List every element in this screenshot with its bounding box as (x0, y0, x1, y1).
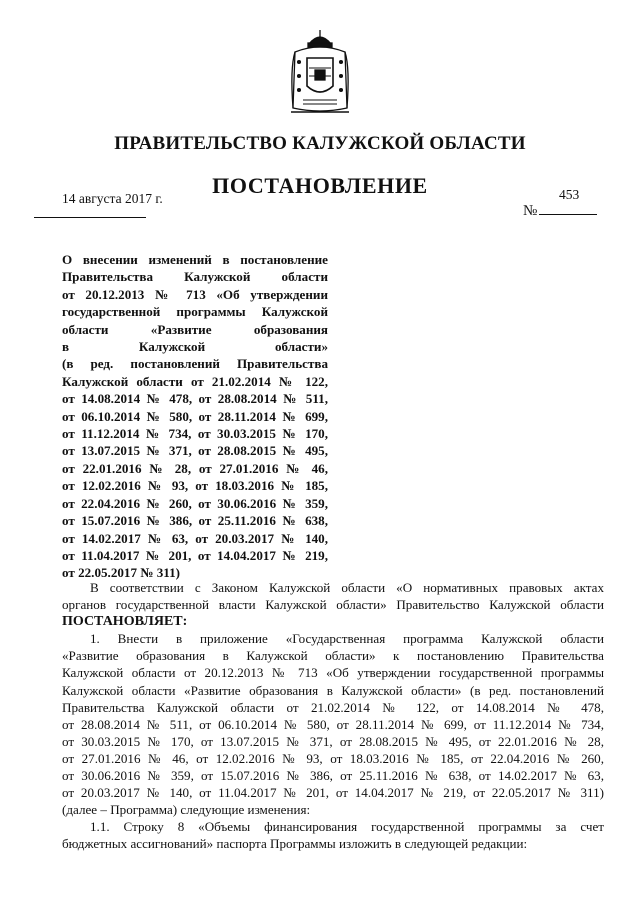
subject-line: Правительства Калужской области (62, 269, 328, 285)
item-1-line: от 30.03.2015 № 170, от 13.07.2015 № 371, от 28.08.2015 № 495, от 22.01.2016 № 28, (62, 733, 604, 749)
subject-line: (в ред. постановлений Правительства (62, 356, 328, 372)
item-1-line: Калужской области «Развитие образования в Калужской области» (в ред. постановлений (62, 682, 604, 698)
subject-line: от 22.04.2016 № 260, от 30.06.2016 № 359, (62, 495, 328, 511)
preamble-line: органов государственной власти Калужской области» Правительство Калужской области (62, 597, 604, 613)
document-body (62, 579, 604, 853)
item-1-line: 1. Внести в приложение «Государственная программа Калужской области (90, 631, 604, 647)
number-field (523, 202, 597, 220)
subject-line: от 20.12.2013 № 713 «Об утверждении (62, 286, 328, 302)
preamble-line: В соответствии с Законом Калужской области «О нормативных правовых актах (90, 580, 604, 595)
number-underline (539, 202, 597, 215)
subject-line: от 15.07.2016 № 386, от 25.11.2016 № 638, (62, 513, 328, 529)
subject-line: от 22.01.2016 № 28, от 27.01.2016 № 46, (62, 460, 328, 476)
document-type-title: ПОСТАНОВЛЕНИЕ (212, 173, 428, 198)
subject-line: от 12.02.2016 № 93, от 18.03.2016 № 185, (62, 478, 328, 494)
item-1-1-line: бюджетных ассигнований» паспорта Программы изложить в следующей редакции: (62, 836, 528, 852)
item-1-line: от 20.03.2017 № 140, от 11.04.2017 № 201, от 14.04.2017 № 219, от 22.05.2017 № 311) (62, 785, 604, 801)
subject-line: от 06.10.2014 № 580, от 28.11.2014 № 699, (62, 408, 328, 424)
subject-line: в Калужской области» (62, 339, 328, 355)
subject-line: области «Развитие образования (62, 321, 328, 337)
item-1-1-line: 1.1. Строку 8 «Объемы финансирования государственной программы за счет (90, 819, 604, 835)
subject-line: О внесении изменений в постановление (62, 252, 328, 267)
item-1-line: от 28.08.2014 № 511, от 06.10.2014 № 580, от 28.11.2014 № 699, от 11.12.2014 № 734, (62, 716, 604, 732)
document-number: 453 (559, 187, 580, 202)
item-1-line: «Развитие образования в Калужской области» к постановлению Правительства (62, 648, 604, 664)
coat-of-arms-emblem (287, 28, 353, 116)
item-1-line: (далее – Программа) следующие изменения: (62, 802, 311, 818)
item-1-line: Правительства Калужской области от 21.02.2014 № 122, от 14.08.2014 № 478, (62, 699, 604, 715)
subject-line: Калужской области от 21.02.2014 № 122, (62, 373, 328, 389)
document-subject (62, 251, 328, 582)
item-1-line: от 27.01.2016 № 46, от 12.02.2016 № 93, от 18.03.2016 № 185, от 22.04.2016 № 260, (62, 750, 604, 766)
subject-line: государственной программы Калужской (62, 304, 328, 320)
subject-line: от 13.07.2015 № 371, от 28.08.2015 № 495, (62, 443, 328, 459)
subject-line: от 22.05.2017 № 311) (62, 565, 180, 581)
date-underline (34, 217, 146, 218)
subject-line: от 11.04.2017 № 201, от 14.04.2017 № 219, (62, 547, 328, 563)
document-date: 14 августа 2017 г. (62, 191, 163, 206)
subject-line: от 11.12.2014 № 734, от 30.03.2015 № 170, (62, 426, 328, 442)
subject-line: от 14.08.2014 № 478, от 28.08.2014 № 511, (62, 391, 328, 407)
government-title: ПРАВИТЕЛЬСТВО КАЛУЖСКОЙ ОБЛАСТИ (114, 133, 526, 154)
number-sign: № (523, 203, 538, 219)
resolves-heading: ПОСТАНОВЛЯЕТ: (62, 614, 188, 630)
item-1-line: от 30.06.2016 № 359, от 15.07.2016 № 386, от 25.11.2016 № 638, от 14.02.2017 № 63, (62, 768, 604, 784)
item-1-line: Калужской области от 20.12.2013 № 713 «Об утверждении государственной программы (62, 665, 604, 681)
subject-line: от 14.02.2017 № 63, от 20.03.2017 № 140, (62, 530, 328, 546)
